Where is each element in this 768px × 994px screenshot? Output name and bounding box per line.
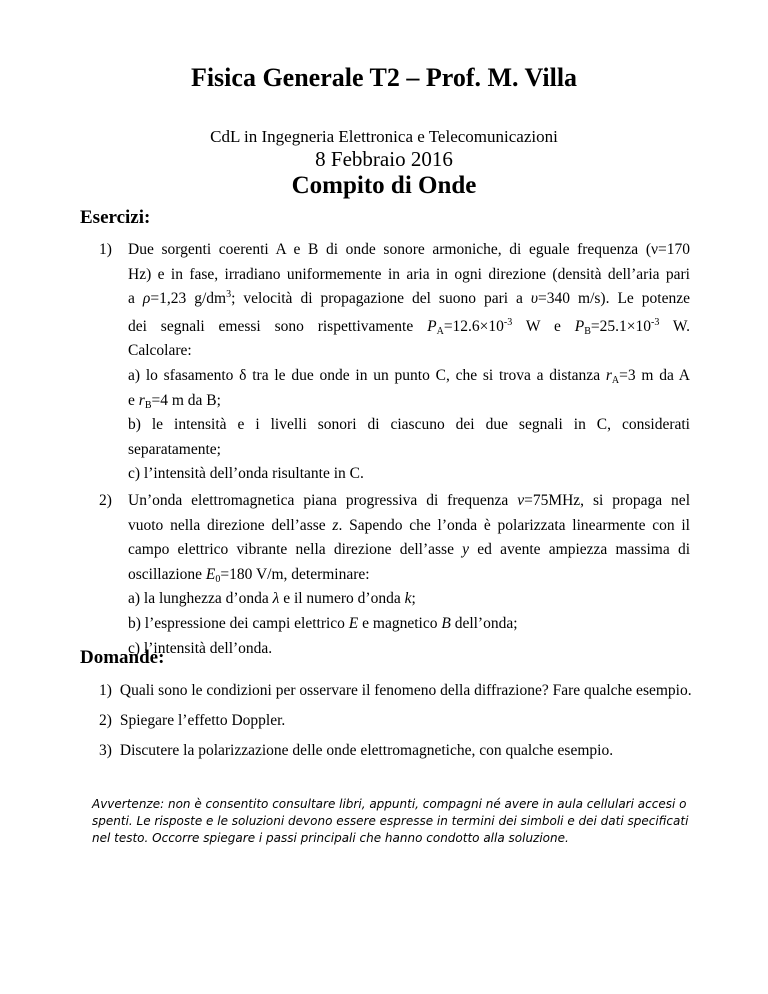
exercises-heading: Esercizi: — [80, 207, 151, 228]
exercise-2 — [99, 489, 690, 661]
question-number: 1) — [99, 682, 112, 699]
exercise-1-line: separatamente; — [128, 440, 221, 458]
exercise-1-line: Calcolare: — [128, 342, 192, 360]
exercise-1-line: Hz) e in fase, irradiano uniformemente in aria in ogni direzione (densità dell’aria pari — [128, 265, 690, 283]
exercise-1-line: a) lo sfasamento δ tra le due onde in un punto C, che si trova a distanza $r_A=3$ m da A — [128, 366, 690, 386]
question-1 — [99, 680, 692, 702]
exercise-2-line: Un’onda elettromagnetica piana progressiva di frequenza ν=75MHz, si propaga nel — [128, 492, 690, 509]
exercise-2-line: campo elettrico vibrante nella direzione dell’asse y ed avente ampiezza massima di — [128, 541, 691, 559]
question-number: 2) — [99, 712, 112, 729]
exam-warning: Avvertenze: non è consentito consultare libri, appunti, compagni né avere in aula cellulari accesi o spenti. Le risposte e le soluzioni devono essere espresse in termini dei simboli e dei dati specificati nel testo. Occorre spiegare i passi principali che hanno condotto alla soluzione. — [92, 797, 689, 845]
exam-date: 8 Febbraio 2016 — [315, 147, 453, 171]
questions-heading: Domande: — [80, 647, 165, 668]
exercise-1-text — [128, 238, 690, 487]
exercise-1-line: b) le intensità e i livelli sonori di ciascuno dei due segnali in C, considerati — [128, 416, 690, 434]
exercise-2-line: a) la lunghezza d’onda λ e il numero d’onda k; — [128, 590, 416, 608]
exercise-1-number: 1) — [99, 241, 112, 258]
question-number: 3) — [99, 742, 112, 759]
exercise-1-line: dei segnali emessi sono rispettivamente $P_A=12.6\times 10^{-3}$ W e $P_B=25.1\times 10^{-3}$ W. — [128, 316, 691, 337]
question-3 — [99, 740, 613, 762]
exercise-1-line: e $r_B=4$ m da B; — [128, 391, 221, 411]
exercise-1 — [99, 238, 690, 487]
question-text: Spiegare l’effetto Doppler. — [119, 712, 286, 729]
exercise-2-line: oscillazione $E_0=180$ V/m, determinare: — [128, 565, 370, 585]
exercise-2-line: vuoto nella direzione dell’asse z. Sapendo che l’onda è polarizzata linearmente con il — [128, 516, 690, 534]
exercise-2-text — [128, 489, 690, 661]
exercise-1-line: Due sorgenti coerenti A e B di onde sonore armoniche, di eguale frequenza (ν=170 — [128, 241, 690, 258]
exercise-1-line: c) l’intensità dell’onda risultante in C. — [128, 465, 364, 483]
question-2 — [99, 710, 285, 732]
exercise-2-line: b) l’espressione dei campi elettrico E e magnetico B dell’onda; — [128, 614, 518, 632]
page-title: Fisica Generale T2 – Prof. M. Villa — [190, 63, 578, 92]
exercise-2-line: c) l’intensità dell’onda. — [128, 639, 273, 657]
exam-title: Compito di Onde — [291, 172, 477, 199]
exercise-2-number: 2) — [99, 492, 112, 509]
exercise-1-line: a ρ=1,23 $g/dm^3$; velocità di propagazione del suono pari a υ=340 m/s). Le potenze — [128, 289, 691, 308]
question-text: Quali sono le condizioni per osservare il fenomeno della diffrazione? Fare qualche esempio. — [119, 682, 692, 699]
course-subtitle: CdL in Ingegneria Elettronica e Telecomunicazioni — [210, 127, 558, 146]
question-text: Discutere la polarizzazione delle onde elettromagnetiche, con qualche esempio. — [119, 742, 614, 759]
